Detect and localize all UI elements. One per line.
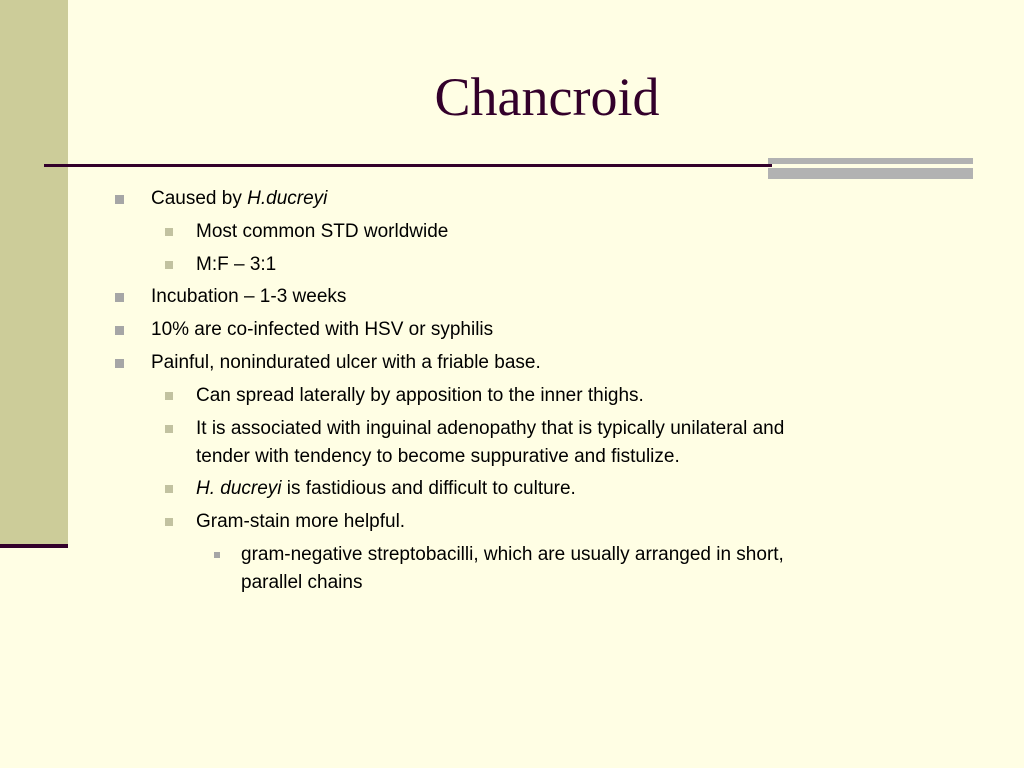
sub-bullet-ratio: M:F – 3:1 <box>196 254 277 275</box>
sub-bullet-marker <box>165 425 173 433</box>
bullet-marker <box>115 326 124 335</box>
bullet-coinfection: 10% are co-infected with HSV or syphilis <box>151 319 494 340</box>
sub-sub-bullet-streptobacilli-line1: gram-negative streptobacilli, which are usually arranged in short, <box>241 544 784 565</box>
organism-name: H. ducreyi <box>196 478 282 499</box>
slide-title: Chancroid <box>434 67 660 127</box>
sub-bullet-marker <box>165 261 173 269</box>
sub-bullet-spread: Can spread laterally by apposition to the inner thighs. <box>196 385 644 406</box>
sub-bullet-most-common: Most common STD worldwide <box>196 221 449 242</box>
bullet-text: is fastidious and difficult to culture. <box>281 478 576 499</box>
sub-bullet-marker <box>165 518 173 526</box>
sub-sub-bullet-streptobacilli-line2: parallel chains <box>241 572 363 593</box>
sub-bullet-marker <box>165 228 173 236</box>
bullet-incubation: Incubation – 1-3 weeks <box>151 286 347 307</box>
title-divider-line <box>44 164 772 167</box>
sub-sub-bullet-marker <box>214 552 220 558</box>
sub-bullet-fastidious <box>196 476 576 502</box>
bullet-marker <box>115 293 124 302</box>
left-decorative-band <box>0 0 68 546</box>
left-band-rule <box>0 544 68 548</box>
bullet-caused-by <box>151 186 327 212</box>
sub-bullet-adenopathy-line2: tender with tendency to become suppurative and fistulize. <box>196 446 680 467</box>
bullet-text: Caused by <box>151 188 248 209</box>
sub-bullet-marker <box>165 485 173 493</box>
bullet-marker <box>115 359 124 368</box>
bullet-marker <box>115 195 124 204</box>
sub-bullet-marker <box>165 392 173 400</box>
sub-bullet-adenopathy-line1: It is associated with inguinal adenopathy that is typically unilateral and <box>196 418 785 439</box>
decorative-gray-bar-bottom <box>768 168 973 179</box>
decorative-gray-bar-top <box>768 158 973 164</box>
sub-bullet-gram-stain: Gram-stain more helpful. <box>196 511 406 532</box>
organism-name: H.ducreyi <box>247 188 328 209</box>
bullet-painful-ulcer: Painful, nonindurated ulcer with a friable base. <box>151 352 541 373</box>
